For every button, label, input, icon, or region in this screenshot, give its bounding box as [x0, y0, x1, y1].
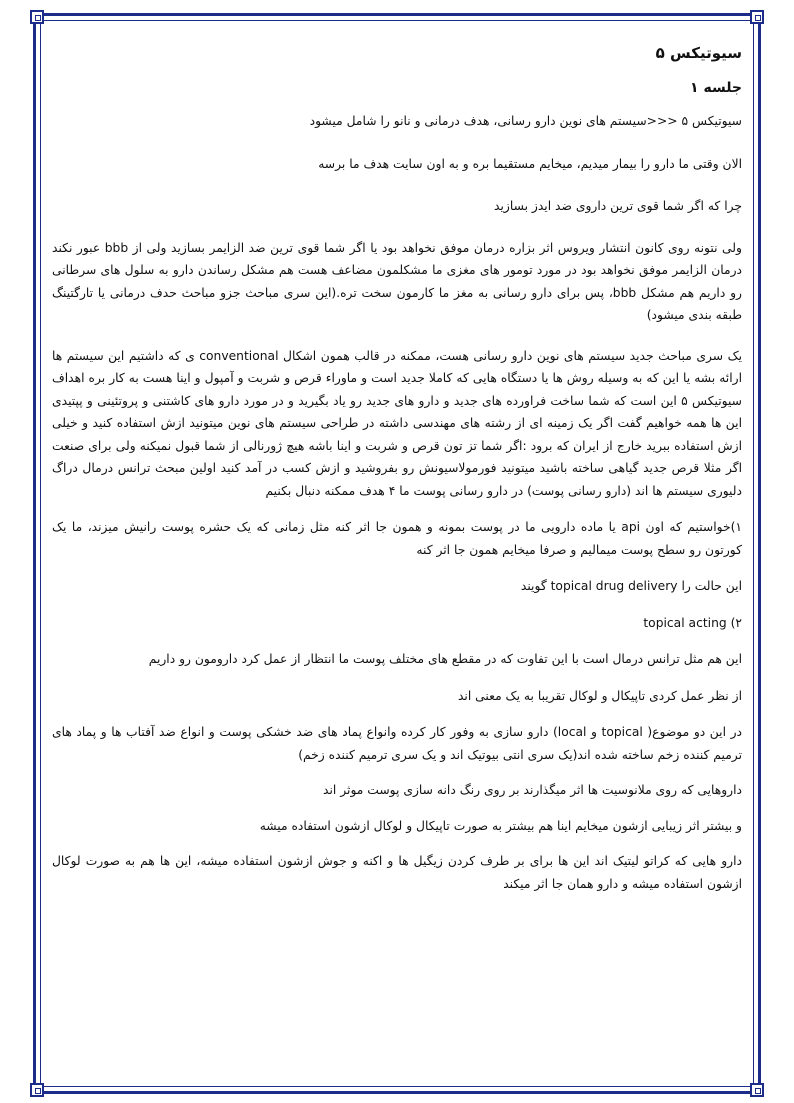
paragraph: الان وقتی ما دارو را بیمار میدیم، میخایم مستقیما بره و به اون سایت هدف ما برسه [318, 156, 742, 171]
paragraph: ولی نتونه روی کانون انتشار ویروس اثر بزاره درمان موفق نخواهد بود یا اگر شما قوی ترین ضد الزایمر بسازید ولی از bbb عبور نکند درمان الزایمر موفق نخواهد بود در مورد تومور های مغزی ما مشکلمون مضاعف هست هم مشکل رساندن دارو به سلول های سرطانی رو داریم هم مشکل bbb، پس برای دارو رسانی به مغز ما کارمون سخت تره.(این سری مباحث جزو مباحث حدف درمانی یا تارگتینگ طبقه بندی میشود) [52, 240, 742, 322]
paragraph: ۱)خواستیم که اون api یا ماده دارویی ما در پوست بمونه و همون جا اثر کنه مثل زمانی که یک حشره پوست رانیش میزند، ما یک کورتون رو سطح پوست میمالیم و صرفا میخایم همون جا اثر کنه [52, 520, 742, 557]
paragraph: در این دو موضوع( topical و local) دارو سازی به وفور کار کرده وانواع پماد های ضد خشکی پوست و انواع ضد آفتاب ها و پماد های ترمیم کننده زخم ساخته شده اند(یک سری انتی بیوتیک اند و یک سری ترمیم کننده زخم) [52, 725, 742, 762]
document-title: سیوتیکس ۵ [655, 44, 742, 62]
paragraph: از نظر عمل کردی تاپیکال و لوکال تقریبا به یک معنی اند [457, 688, 742, 703]
paragraph: داروهایی که روی ملانوسیت ها اثر میگذارند بر روی رنگ دانه سازی پوست موثر اند [323, 783, 742, 797]
paragraph: و بیشتر اثر زیبایی ازشون میخایم اینا هم بیشتر به صورت تاپیکال و لوکال ازشون استفاده میشه [259, 818, 742, 833]
paragraph: چرا که اگر شما قوی ترین داروی ضد ایدز بسازید [494, 199, 742, 213]
corner-ornament-bottom-left [30, 1083, 44, 1097]
paragraph: ۲) topical acting [643, 615, 742, 630]
corner-ornament-top-right [750, 10, 764, 24]
paragraph: این هم مثل ترانس درمال است با این تفاوت که در مقطع های مختلف پوست ما انتظار از عمل کرد دارومون رو داریم [148, 652, 742, 666]
paragraph: این حالت را topical drug delivery گویند [520, 579, 742, 593]
corner-ornament-bottom-right [750, 1083, 764, 1097]
paragraph: دارو هایی که کراتو لیتیک اند این ها برای بر طرف کردن زیگیل ها و اکنه و جوش ازشون استفاده میشه، این ها هم به صورت لوکال ازشون استفاده میشه و دارو همان جا اثر میکند [52, 854, 742, 891]
document-page [52, 30, 742, 1080]
paragraph: سیوتیکس ۵ <<<سیستم های نوین دارو رسانی، هدف درمانی و نانو را شامل میشود [309, 114, 742, 128]
corner-ornament-top-left [30, 10, 44, 24]
paragraph: یک سری مباحث جدید سیستم های نوین دارو رسانی هست، ممکنه در قالب همون اشکال conventional ی که داشتیم این سیستم ها ارائه بشه یا این که به وسیله روش ها یا دستگاه هایی که کاملا جدید است و ماوراء قرص و شربت و آمپول و اینا هست به کار بره اهداف سیوتیکس ۵ این است که شما ساخت فراورده های جدید و دارو های جدید رو یاد بگیرید و در مورد دارو های کاشتنی و پروتئینی و پپتیدی این ها همه خواهیم گفت اگر یک زمینه ای از رشته های مهندسی داشته در طراحی سیستم های نوین میتونید ازش استفاده کنید و خیلی ازش استفاده ببرید خارج از ایران که برود :اگر شما تز تون قرص و شربت و اینا باشه هیچ ژورنالی از شما قبول نمیکنه ولی برای صنعت اگر مثلا قرص جدید گیاهی ساخته باشید میتونید فورمولاسیونش رو بفروشید و ازش کسب در آمد کنید اولین مبحث ترانس درمال دراگ دلیوری سیستم ها اند (دارو رسانی پوست) در دارو رسانی پوست ما ۴ هدف ممکنه دنبال بکنیم [52, 348, 743, 498]
session-heading: جلسه ۱ [690, 80, 742, 96]
